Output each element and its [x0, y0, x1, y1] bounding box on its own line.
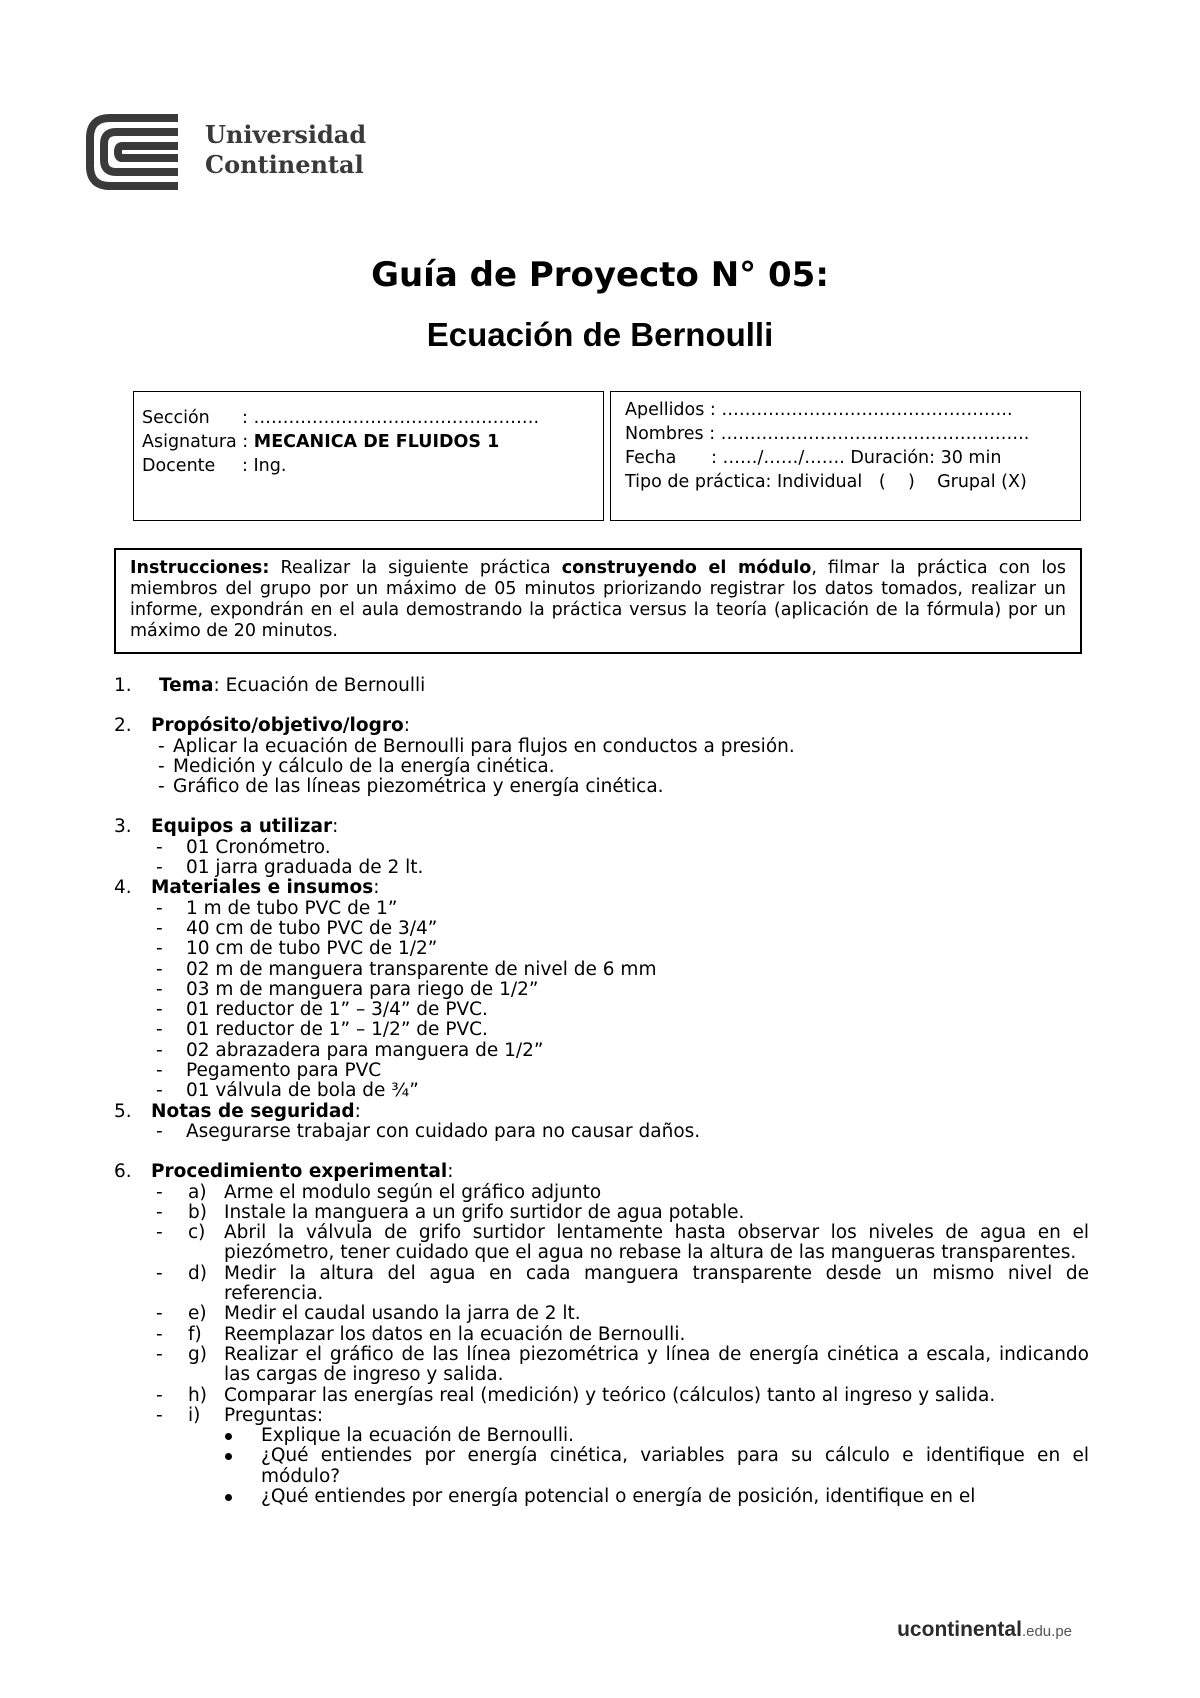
questions-list	[114, 1426, 1089, 1507]
list-item: - 02 m de manguera transparente de nivel de 6 mm	[114, 960, 1089, 980]
procedure-step: - g) Realizar el gráfico de las línea piezométrica y línea de energía cinética a escala, indicando las cargas de ingreso y salida.	[114, 1345, 1089, 1386]
list-item: - 01 reductor de 1” – 1/2” de PVC.	[114, 1020, 1089, 1040]
section-seguridad: 5. Notas de seguridad:	[114, 1100, 361, 1122]
footer-brand: ucontinental.edu.pe	[897, 1618, 1072, 1641]
course-info-box	[133, 391, 604, 521]
section-tema: 1. Tema: Ecuación de Bernoulli	[114, 675, 426, 696]
university-name: Universidad Continental	[205, 120, 367, 179]
question-item: ¿Qué entiendes por energía cinética, variables para su cálculo e identifique en el módulo?	[114, 1446, 1089, 1487]
bullet-icon	[225, 1494, 232, 1501]
list-item: - Pegamento para PVC	[114, 1061, 1089, 1081]
bullet-icon	[225, 1433, 232, 1440]
procedure-step: - i) Preguntas:	[114, 1406, 1089, 1426]
list-item: - 10 cm de tubo PVC de 1/2”	[114, 939, 1089, 959]
question-item: Explique la ecuación de Bernoulli.	[114, 1426, 1089, 1446]
guide-content	[114, 676, 1089, 1507]
procedimiento-list	[114, 1183, 1089, 1427]
equipos-list	[114, 838, 1089, 879]
list-item: - Gráfico de las líneas piezométrica y energía cinética.	[114, 777, 1089, 797]
section-equipos: 3. Equipos a utilizar:	[114, 816, 339, 838]
instructions-box: Instrucciones: Realizar la siguiente práctica construyendo el módulo, filmar la práctica con los miembros del grupo por un máximo de 05 minutos priorizando registrar los datos tomados, realizar un informe, expondrán en el aula demostrando la práctica versus la teoría (aplicación de la fórmula) por un máximo de 20 minutos.	[114, 548, 1082, 654]
fecha-row: Fecha : ……/……/……. Duración: 30 min	[625, 448, 1002, 468]
section-materiales: 4. Materiales e insumos:	[114, 877, 380, 899]
apellidos-row: Apellidos : …………………………………………..	[625, 400, 1013, 420]
procedure-step: - d) Medir la altura del agua en cada manguera transparente desde un mismo nivel de referencia.	[114, 1264, 1089, 1305]
section-procedimiento: 6. Procedimiento experimental:	[114, 1161, 454, 1183]
list-item: - 01 jarra graduada de 2 lt.	[114, 858, 1089, 878]
procedure-step: - c) Abril la válvula de grifo surtidor lentamente hasta observar los niveles de agua en el piezómetro, tener cuidado que el agua no rebase la altura de las mangueras transparentes.	[114, 1223, 1089, 1264]
materiales-list	[114, 899, 1089, 1102]
list-item: - 02 abrazadera para manguera de 1/2”	[114, 1041, 1089, 1061]
nombres-row: Nombres : ……………………………………………..	[625, 424, 1030, 444]
list-item: - 1 m de tubo PVC de 1”	[114, 899, 1089, 919]
list-item: - Medición y cálculo de la energía cinética.	[114, 757, 1089, 777]
seguridad-list	[114, 1122, 1089, 1142]
section-proposito: 2. Propósito/objetivo/logro:	[114, 715, 410, 737]
bullet-icon	[225, 1453, 232, 1460]
list-item: - 01 válvula de bola de ¾”	[114, 1081, 1089, 1101]
list-item: - Asegurarse trabajar con cuidado para no causar daños.	[114, 1122, 1089, 1142]
procedure-step: - h) Comparar las energías real (medición) y teórico (cálculos) tanto al ingreso y salida.	[114, 1386, 1089, 1406]
list-item: - 03 m de manguera para riego de 1/2”	[114, 980, 1089, 1000]
procedure-step: - b) Instale la manguera a un grifo surtidor de agua potable.	[114, 1203, 1089, 1223]
docente-row: Docente : Ing.	[142, 456, 287, 476]
list-item: - 40 cm de tubo PVC de 3/4”	[114, 919, 1089, 939]
list-item: - 01 reductor de 1” – 3/4” de PVC.	[114, 1000, 1089, 1020]
student-info-box	[610, 391, 1081, 521]
page-title: Guía de Proyecto N° 05:	[371, 255, 829, 295]
procedure-step: - e) Medir el caudal usando la jarra de 2 lt.	[114, 1304, 1089, 1324]
list-item: - 01 Cronómetro.	[114, 838, 1089, 858]
seccion-row: Sección : ………………………………………….	[142, 408, 540, 428]
list-item: - Aplicar la ecuación de Bernoulli para flujos en conductos a presión.	[114, 737, 1089, 757]
asignatura-row: Asignatura : MECANICA DE FLUIDOS 1	[142, 432, 500, 452]
procedure-step: - f) Reemplazar los datos en la ecuación de Bernoulli.	[114, 1325, 1089, 1345]
procedure-step: - a) Arme el modulo según el gráfico adjunto	[114, 1183, 1089, 1203]
page-subtitle: Ecuación de Bernoulli	[426, 316, 774, 353]
tipo-practica-row: Tipo de práctica: Individual ( ) Grupal (X)	[625, 472, 1027, 492]
proposito-list	[114, 737, 1089, 798]
question-item: ¿Qué entiendes por energía potencial o energía de posición, identifique en el	[114, 1487, 1089, 1507]
